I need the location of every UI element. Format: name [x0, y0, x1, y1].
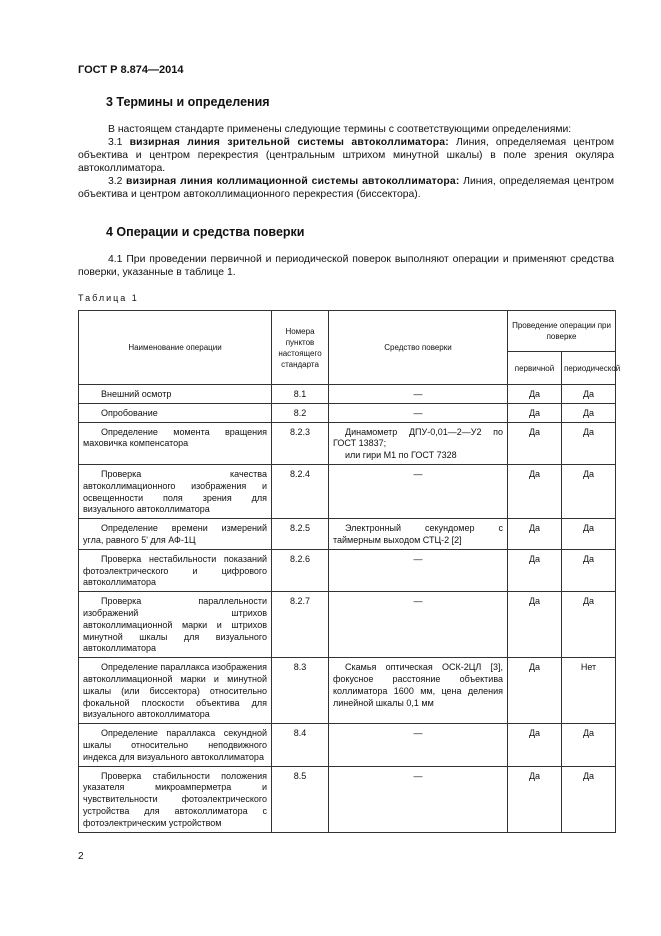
header-periodic: периодической [562, 352, 616, 385]
periodic-value: Да [562, 464, 616, 518]
verification-tool: Электронный секундомер с таймерным выходом СТЦ-2 [2] [329, 519, 508, 550]
term-3-1-number: 3.1 [108, 137, 123, 148]
periodic-value: Нет [562, 658, 616, 724]
term-3-2 [78, 175, 614, 201]
term-3-1-term: визирная линия зрительной системы автоколлиматора: [129, 137, 449, 148]
verification-tool: — [329, 385, 508, 404]
table-row [79, 385, 616, 404]
header-verification-tool: Средство поверки [329, 311, 508, 385]
page-number: 2 [78, 851, 84, 862]
term-3-1-definition: Линия, определяемая центром объектива и центром перекрестия (центральным штрихом минутной шкалы) в поле зрения окуляра автоколлиматора. [78, 137, 615, 174]
clause-number: 8.2.5 [272, 519, 329, 550]
section-4-title: 4 Операции и средства поверки [106, 225, 305, 239]
operations-table [78, 310, 621, 833]
verification-tool: — [329, 724, 508, 766]
clause-number: 8.5 [272, 766, 329, 832]
section-3-intro: В настоящем стандарте применены следующие термины с соответствующими определениями: [108, 124, 572, 135]
periodic-value: Да [562, 519, 616, 550]
periodic-value: Да [562, 724, 616, 766]
verification-tool: Скамья оптическая ОСК-2ЦЛ [3], фокусное расстояние объектива коллиматора 1600 мм, цена деления линейной шкалы 0,1 мм [329, 658, 508, 724]
operation-name: Внешний осмотр [79, 385, 272, 404]
primary-value: Да [508, 549, 562, 591]
table-row [79, 658, 616, 724]
table-row [79, 592, 616, 658]
primary-value: Да [508, 766, 562, 832]
primary-value: Да [508, 519, 562, 550]
table-row [79, 766, 616, 832]
verification-tool: — [329, 464, 508, 518]
table-row [79, 464, 616, 518]
table-row [79, 422, 616, 464]
primary-value: Да [508, 724, 562, 766]
clause-number: 8.1 [272, 385, 329, 404]
operation-name: Определение момента вращения маховичка компенсатора [79, 422, 272, 464]
verification-tool [329, 422, 508, 464]
periodic-value: Да [562, 422, 616, 464]
clause-number: 8.4 [272, 724, 329, 766]
term-3-1 [78, 136, 614, 175]
primary-value: Да [508, 385, 562, 404]
table-caption: Таблица 1 [78, 293, 139, 303]
clause-number: 8.2 [272, 403, 329, 422]
header-operation-name: Наименование операции [79, 311, 272, 385]
operation-name: Определение параллакса секундной шкалы относительно неподвижного индекса для визуального автоколлиматора [79, 724, 272, 766]
operation-name: Проверка параллельности изображений штрихов автоколлимационной марки и штрихов минутной шкалы для визуального автоколлиматора [79, 592, 272, 658]
term-3-2-term: визирная линия коллимационной системы автоколлиматора: [126, 176, 460, 187]
clause-number: 8.2.6 [272, 549, 329, 591]
clause-number: 8.3 [272, 658, 329, 724]
table-row [79, 724, 616, 766]
verification-tool: — [329, 549, 508, 591]
header-primary: первичной [508, 352, 562, 385]
periodic-value: Да [562, 385, 616, 404]
table-row [79, 549, 616, 591]
operation-name: Опробование [79, 403, 272, 422]
verification-tool-line-2: или гири М1 по ГОСТ 7328 [345, 450, 457, 461]
operation-name: Определение параллакса изображения автоколлимационной марки и минутной шкалы (или биссектора) относительно фокальной плоскости объектива для визуального автоколлиматора [79, 658, 272, 724]
section-3-body [78, 123, 614, 201]
section-3-title: 3 Термины и определения [106, 95, 270, 109]
primary-value: Да [508, 658, 562, 724]
operation-name: Проверка качества автоколлимационного изображения и освещенности поля зрения для визуального автоколлиматора [79, 464, 272, 518]
document-header: ГОСТ Р 8.874—2014 [78, 64, 184, 76]
verification-tool-line-1: Динамометр ДПУ-0,01—2—У2 по ГОСТ 13837; [333, 426, 503, 449]
operation-name: Проверка стабильности положения указателя микроамперметра и чувствительности фотоэлектрического устройства для автоколлиматора с фотоэлектрическим устройством [79, 766, 272, 832]
term-3-2-number: 3.2 [108, 176, 123, 187]
verification-tool: — [329, 766, 508, 832]
term-3-2-definition: Линия, определяемая центром объектива и центром автоколлимационного перекрестия (биссектора). [78, 176, 614, 200]
table-row [79, 519, 616, 550]
clause-number: 8.2.4 [272, 464, 329, 518]
primary-value: Да [508, 422, 562, 464]
primary-value: Да [508, 403, 562, 422]
periodic-value: Да [562, 766, 616, 832]
header-verification-group: Проведение операции при поверке [508, 311, 616, 352]
table-row [79, 403, 616, 422]
header-clause-numbers: Номера пунктов настоящего стандарта [272, 311, 329, 385]
verification-tool: — [329, 592, 508, 658]
clause-number: 8.2.7 [272, 592, 329, 658]
operation-name: Определение времени измерений угла, равного 5' для АФ-1Ц [79, 519, 272, 550]
primary-value: Да [508, 464, 562, 518]
periodic-value: Да [562, 403, 616, 422]
periodic-value: Да [562, 592, 616, 658]
periodic-value: Да [562, 549, 616, 591]
primary-value: Да [508, 592, 562, 658]
operation-name: Проверка нестабильности показаний фотоэлектрического и цифрового автоколлиматора [79, 549, 272, 591]
section-4-paragraph: 4.1 При проведении первичной и периодической поверок выполняют операции и применяют средства поверки, указанные в таблице 1. [78, 254, 614, 278]
verification-tool: — [329, 403, 508, 422]
clause-number: 8.2.3 [272, 422, 329, 464]
section-4-body [78, 253, 614, 279]
